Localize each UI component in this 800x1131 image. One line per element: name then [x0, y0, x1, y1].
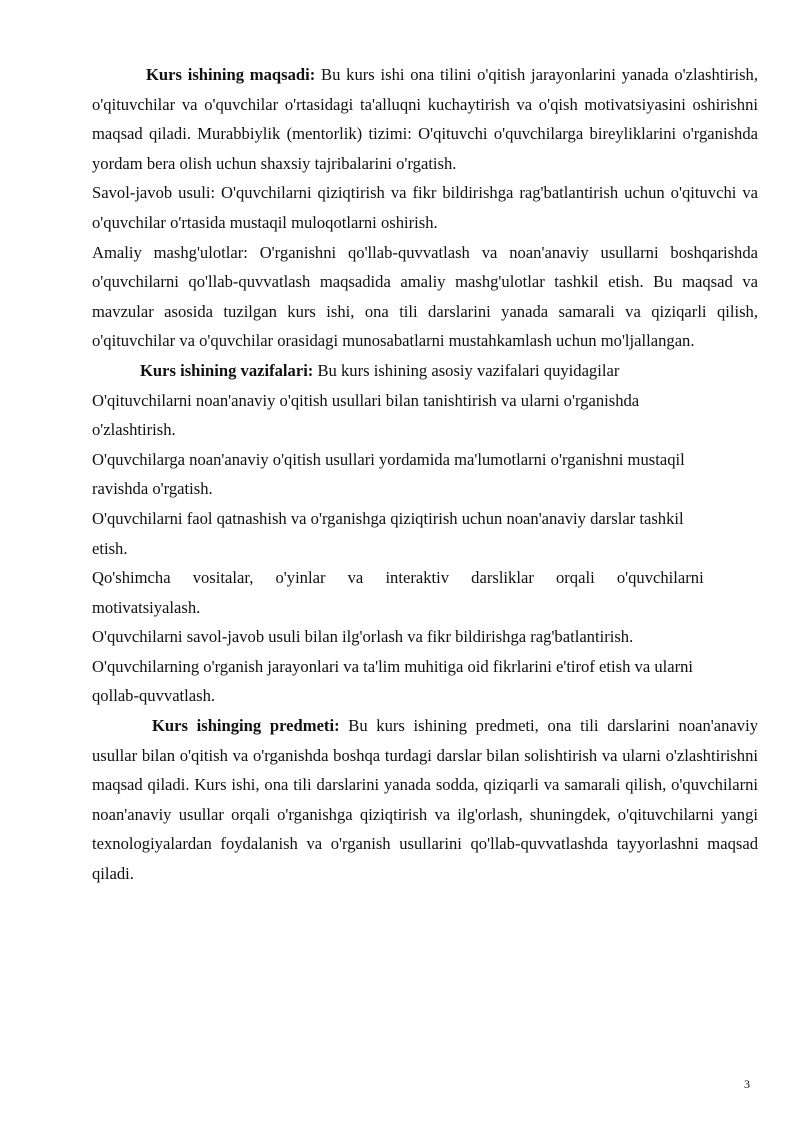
task-item: O'quvchilarga noan'anaviy o'qitish usullari yordamida ma'lumotlarni o'rganishni mustaqil ravishda o'rgatish.	[92, 449, 685, 499]
goal-text: Bu kurs ishi ona tilini o'qitish jarayonlarini yanada o'zlashtirish, o'qituvchilar va o'quvchilar o'rtasidagi ta'alluqni kuchaytirish va o'qish motivatsiyasini oshirishni maqsad qiladi. Murabbiylik (mentorlik) tizimi: O'qituvchi o'quvchilarga bireyliklarini o'rganishda yordam bera olish uchun shaxsiy tajribalarini o'rgatish.	[92, 65, 759, 173]
subject-paragraph	[92, 711, 758, 889]
task-item: O'quvchilarni faol qatnashish va o'rganishga qiziqtirish uchun noan'anaviy darslar tashkil etish.	[92, 508, 684, 558]
task-item: O'quvchilarni savol-javob usuli bilan ilg'orlash va fikr bildirishga rag'batlantirish.	[92, 627, 634, 647]
task-item: O'quvchilarning o'rganish jarayonlari va ta'lim muhitiga oid fikrlarini e'tirof etish va ularni qollab-quvvatlash.	[92, 656, 694, 706]
goal-paragraph	[92, 60, 758, 178]
task-item: O'qituvchilarni noan'anaviy o'qitish usullari bilan tanishtirish va ularni o'rganishda o'zlashtirish.	[92, 390, 640, 440]
goal-heading: Kurs ishining maqsadi:	[146, 65, 316, 84]
tasks-heading: Kurs ishining vazifalari:	[140, 360, 314, 380]
practical-paragraph: Amaliy mashg'ulotlar: O'rganishni qo'llab-quvvatlash va noan'anaviy usullarni boshqarishda o'quvchilarni qo'llab-quvvatlash maqsadida amaliy mashg'ulotlar tashkil etish. Bu maqsad va mavzular asosida tuzilgan kurs ishi, ona tili darslarini yanada samarali va qiziqarli qilish, o'qituvchilar va o'quvchilar orasidagi munosabatlarni mustahkamlash uchun mo'ljallangan.	[92, 242, 758, 351]
task-item: Qo'shimcha vositalar, o'yinlar va interaktiv darsliklar orqali o'quvchilarni motivatsiyalash.	[92, 568, 704, 617]
tasks-paragraph	[92, 356, 758, 386]
document-page	[92, 60, 758, 889]
tasks-intro: Bu kurs ishining asosiy vazifalari quyidagilar	[317, 360, 620, 380]
subject-heading: Kurs ishinging predmeti:	[152, 716, 340, 736]
qa-method-paragraph: Savol-javob usuli: O'quvchilarni qiziqtirish va fikr bildirishga rag'batlantirish uchun o'qituvchi va o'quvchilar o'rtasida mustaqil muloqotlarni oshirish.	[92, 183, 758, 232]
page-number: 3	[744, 1077, 750, 1091]
subject-text: Bu kurs ishining predmeti, ona tili darslarini noan'anaviy usullar bilan o'qitish va o'rganishda boshqa turdagi darslar bilan solishtirish va ularni o'zlashtirishni maqsad qiladi. Kurs ishi, ona tili darslarini yanada sodda, qiziqarli va samarali qilish, o'quvchilarni noan'anaviy usullar orqali o'rganishga qiziqtirish va ilg'orlash, shuningdek, o'qituvchilarni yangi texnologiyalardan foydalanish va o'rganish usullarini qo'llab-quvvatlashda tayyorlashni maqsad qiladi.	[92, 716, 758, 884]
